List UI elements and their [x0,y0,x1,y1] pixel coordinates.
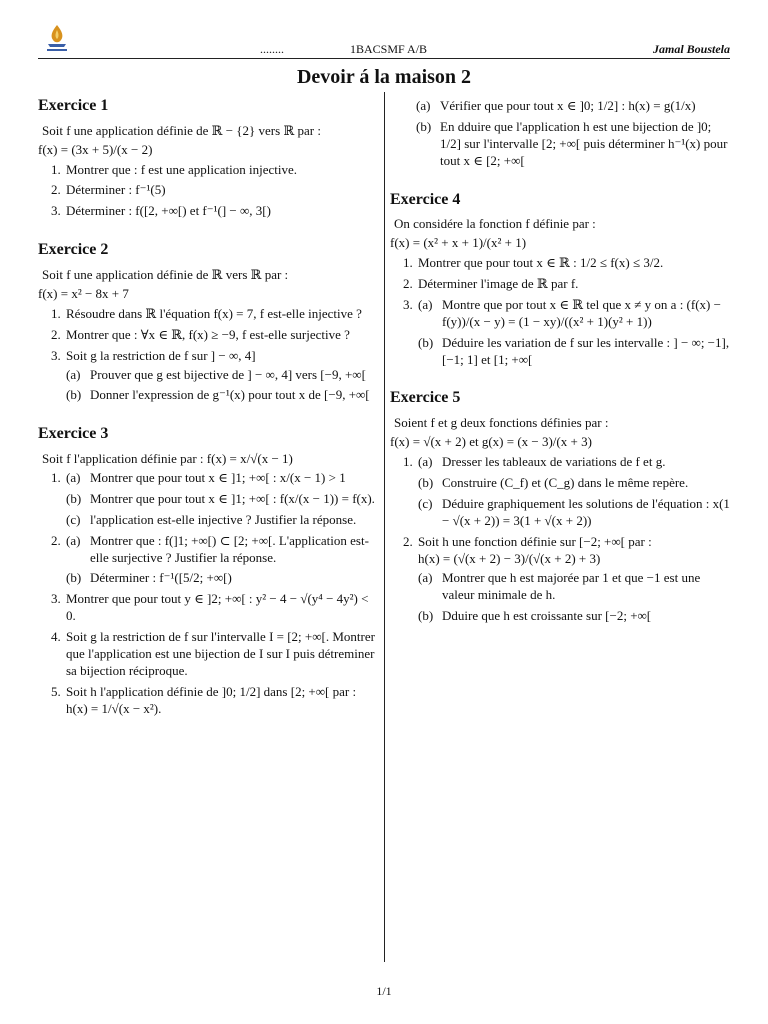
page-title: Devoir á la maison 2 [296,66,472,88]
exercise-intro: Soient f et g deux fonctions définies par : [394,415,609,431]
question: 3. Déterminer : f([2, +∞[) et f⁻¹(] − ∞, 3[) [64,203,378,220]
question: 1. Résoudre dans ℝ l'équation f(x) = 7, f est-elle injective ? [64,306,378,323]
question-with-subparts [416,297,730,369]
question-with-subparts [416,534,730,625]
question-list [38,162,378,221]
question: 1. Montrer que pour tout x ∈ ℝ : 1/2 ≤ f(x) ≤ 3/2. [416,255,730,272]
subquestion: 1. (a) Montrer que pour tout x ∈ ]1; +∞[ : x/(x − 1) > 1 [66,469,346,485]
exercise-formula: f(x) = (x² + x + 1)/(x² + 1) [390,235,527,251]
exercise-title: Exercice 5 [390,389,461,407]
question: 1. Montrer que : f est une application injective. [64,162,378,179]
question-with-subparts [64,470,378,529]
header-author: Jamal Boustela [652,42,730,56]
subquestion: (b) Donner l'expression de g⁻¹(x) pour tout x de [−9, +∞[ [66,387,370,403]
question-with-subparts [64,348,378,405]
page-header [38,42,730,58]
subquestion: (c) Déduire graphiquement les solutions de l'équation : x(1 − √(x + 2)) = 3(1 + √(x + 2)) [418,495,730,528]
subquestion-list [418,570,730,625]
subquestion: (b) Déduire les variation de f sur les intervalle : ] − ∞; −1], [−1; 1] et [1; +∞[ [418,334,730,367]
question: 4. Soit g la restriction de f sur l'intervalle I = [2; +∞[. Montrer que l'application est une bijection de I sur I puis détreminer sa bijection réciproque. [64,629,378,680]
subquestion: 2. (a) Montrer que : f(]1; +∞[) ⊂ [2; +∞[. L'application est-elle surjective ? Justifier la réponse. [66,532,369,565]
exercise-intro: On considére la fonction f définie par : [394,216,596,232]
subquestion-list [418,454,730,530]
question: 2. Montrer que : ∀x ∈ ℝ, f(x) ≥ −9, f est-elle surjective ? [64,327,378,344]
subquestion: 1. (a) Dresser les tableaux de variations de f et g. [418,454,666,470]
exercise-title: Exercice 4 [390,190,461,208]
subquestion: (b) En dduire que l'application h est une bijection de ]0; 1/2] sur l'intervalle [2; +∞[ puis déterminer h⁻¹(x) pour tout x ∈ [2; +∞[ [416,118,728,168]
subquestion: (b) Déterminer : f⁻¹([5/2; +∞[) [66,570,232,586]
subquestion: (b) Dduire que h est croissante sur [−2; +∞[ [418,608,652,624]
exercise-title: Exercice 1 [38,97,109,114]
exercise-intro: Soit f une application définie de ℝ − {2} vers ℝ par : [42,122,321,138]
subquestion: (a) Vérifier que pour tout x ∈ ]0; 1/2] : h(x) = g(1/x) [416,98,696,113]
subquestion-list [66,367,378,405]
subquestion-list [418,297,730,369]
question-list [390,255,730,368]
question-list [38,306,378,404]
column-divider [384,92,385,962]
question-text: Soit g la restriction de f sur ] − ∞, 4] [66,347,256,363]
exercise-3 [38,424,378,717]
subquestion: 3. (a) Montre que por tout x ∈ ℝ tel que x ≠ y on a : (f(x) − f(y))/(x − y) = (1 − xy)/((x² + 1)(y² + 1)) [418,296,721,329]
subquestion-list [66,470,378,529]
exercise-1 [38,96,378,220]
question: 2. Déterminer l'image de ℝ par f. [416,276,730,293]
subquestion: (b) Montrer que pour tout x ∈ ]1; +∞[ : f(x/(x − 1)) = f(x). [66,490,375,506]
question: 5. Soit h l'application définie de ]0; 1/2] dans [2; +∞[ par : h(x) = 1/√(x − x²). [64,684,378,718]
exercise-4 [390,190,730,369]
header-rule [38,58,730,59]
question-with-subparts [416,454,730,530]
page-number: 1/1 [376,984,392,998]
exercise-5 [390,388,730,625]
header-class: 1BACSMF A/B [350,42,428,56]
exercise-formula: f(x) = (3x + 5)/(x − 2) [38,141,153,157]
exercise-title: Exercice 2 [38,241,109,259]
subquestion: (b) Construire (C_f) et (C_g) dans le même repère. [418,474,689,490]
header-dots: ........ [260,42,284,56]
left-column [38,96,378,722]
right-column [390,96,730,629]
subquestion: (c) l'application est-elle injective ? Justifier la réponse. [66,511,357,527]
exercise-formula: f(x) = √(x + 2) et g(x) = (x − 3)/(x + 3) [390,434,592,450]
exercise-2 [38,240,378,404]
exercise-3-q5-subquestions [416,98,730,170]
subquestion: (a) Prouver que g est bijective de ] − ∞, 4] vers [−9, +∞[ [66,366,366,382]
question-with-subparts [64,533,378,588]
question: 2. Déterminer : f⁻¹(5) [64,182,378,199]
exercise-intro: Soit f une application définie de ℝ vers ℝ par : [42,267,289,283]
question-list [390,454,730,625]
subquestion-list [66,533,378,588]
question-text: Soit h une fonction définie sur [−2; +∞[ par : [418,533,652,549]
question-list [38,470,378,718]
exercise-formula: f(x) = x² − 8x + 7 [38,285,129,301]
question-formula: h(x) = (√(x + 2) − 3)/(√(x + 2) + 3) [418,550,601,566]
question: 3. Montrer que pour tout y ∈ ]2; +∞[ : y² − 4 − √(y⁴ − 4y²) < 0. [64,591,378,625]
exercise-intro: Soit f l'application définie par : f(x) = x/√(x − 1) [42,451,293,467]
subquestion: (a) Montrer que h est majorée par 1 et que −1 est une valeur minimale de h. [418,570,701,603]
exercise-title: Exercice 3 [38,425,109,443]
